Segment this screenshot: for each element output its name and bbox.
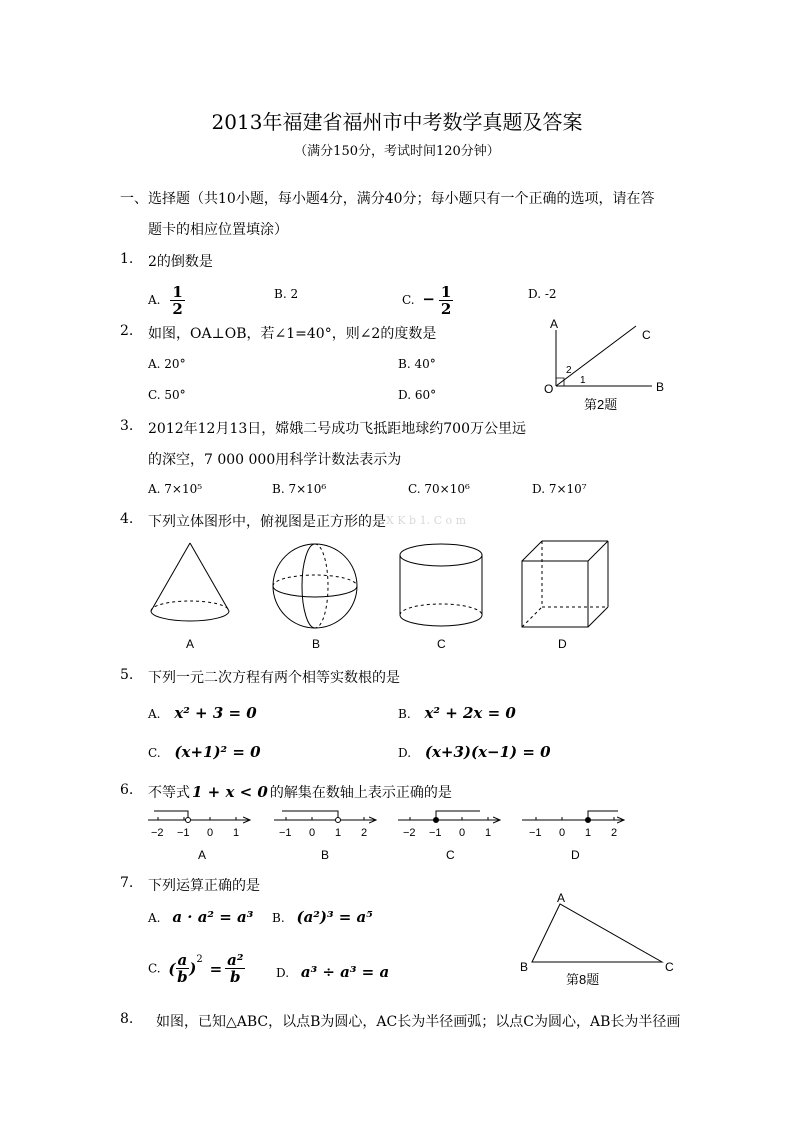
- q1-option-d: D. -2: [528, 287, 557, 301]
- q7-c-equals: =: [209, 959, 223, 978]
- q7-option-b-math: (a²)³ = a⁵: [296, 908, 373, 926]
- q6-number-lines: [140, 806, 660, 866]
- q1-a-denominator: 2: [172, 300, 183, 318]
- q7-c-rhs-numerator: a²: [227, 951, 244, 969]
- q5-option-c-math: (x+1)² = 0: [174, 743, 261, 761]
- point-c-label: C: [642, 328, 651, 342]
- number-line-c: [398, 811, 500, 862]
- q3-option-c: C. 70×10⁶: [408, 482, 470, 496]
- point-a-label: A: [550, 317, 559, 331]
- q1-option-c-fraction: [439, 284, 453, 317]
- line-c-tick-label: −2: [403, 827, 416, 839]
- line-a-label: A: [198, 848, 207, 862]
- q5-option-b-label: B.: [398, 707, 411, 721]
- line-a-tick-label: 1: [233, 827, 240, 839]
- q1-c-numerator: 1: [440, 283, 452, 301]
- q5-option-d-label: D.: [398, 746, 412, 760]
- q5-stem: 下列一元二次方程有两个相等实数根的是: [148, 670, 400, 686]
- q2-option-b: B. 40°: [398, 357, 436, 371]
- q3-number: 3.: [120, 418, 134, 434]
- q3-option-a: A. 7×10⁵: [148, 482, 203, 496]
- q2-option-a: A. 20°: [148, 357, 186, 371]
- point-b-label: B: [656, 380, 665, 394]
- line-b-tick-label: 1: [335, 827, 342, 839]
- line-c-label: C: [446, 848, 455, 862]
- line-c-tick-label: −1: [429, 827, 442, 839]
- q6-number: 6.: [120, 782, 134, 798]
- q6-stem: [148, 782, 452, 802]
- line-b-tick-label: −1: [279, 827, 292, 839]
- q4-figures: [140, 535, 620, 655]
- q3-option-b: B. 7×10⁶: [272, 482, 327, 496]
- q2-option-c: C. 50°: [148, 388, 186, 402]
- q7-option-b-label: B.: [272, 911, 285, 925]
- q7-c-rhs-fraction: [225, 952, 245, 985]
- q6-stem-post: 的解集在数轴上表示正确的是: [269, 785, 452, 801]
- sphere-figure: [273, 544, 357, 628]
- q5-option-c-label: C.: [148, 746, 161, 760]
- q7-option-d-math: a³ ÷ a³ = a: [300, 963, 390, 981]
- q6-stem-pre: 不等式: [148, 785, 190, 801]
- q8-number: 8.: [120, 1011, 134, 1027]
- cone-label: A: [186, 637, 195, 651]
- angle-2-label: 2: [566, 365, 572, 376]
- ray-oc: [556, 326, 636, 386]
- q1-option-a: [148, 284, 185, 317]
- cone-figure: [151, 543, 229, 621]
- number-line-a: [148, 811, 250, 862]
- q5-option-a-math: x² + 3 = 0: [174, 704, 257, 722]
- q2-figure: [540, 312, 680, 422]
- line-a-tick-label: 0: [207, 827, 214, 839]
- q4-watermark: X K b 1. C o m: [386, 514, 467, 527]
- q7-option-a-math: a · a² = a³: [172, 908, 254, 926]
- q7-c-fraction: [176, 952, 190, 985]
- page-title: 2013年福建省福州市中考数学真题及答案: [211, 110, 583, 134]
- section-heading-line2: 题卡的相应位置填涂）: [148, 222, 288, 238]
- q5-number: 5.: [120, 667, 134, 683]
- cube-figure: [522, 541, 608, 627]
- triangle-abc: [532, 904, 662, 962]
- line-d-label: D: [571, 848, 580, 862]
- q7-option-d-label: D.: [276, 966, 290, 980]
- q7-option-a: [148, 908, 253, 926]
- q2-stem: 如图，OA⊥OB，若∠1=40°，则∠2的度数是: [148, 326, 437, 342]
- q2-number: 2.: [120, 323, 134, 339]
- line-b-tick-label: 2: [361, 827, 368, 839]
- q5-option-c: [148, 743, 261, 761]
- q8-figure-caption: 第8题: [566, 972, 600, 987]
- q4-stem: 下列立体图形中，俯视图是正方形的是: [148, 514, 386, 530]
- q7-option-b: [272, 908, 373, 926]
- q1-option-c-sign: −: [422, 290, 435, 308]
- q7-option-a-label: A.: [148, 911, 161, 925]
- q1-stem: 2的倒数是: [148, 254, 213, 270]
- q8-line1: 如图，已知△ABC，以点B为圆心，AC长为半径画弧；以点C为圆心，AB长为半径画: [156, 1014, 681, 1030]
- cylinder-label: C: [437, 637, 446, 651]
- q7-c-rparen: ): [189, 959, 197, 978]
- vertex-c-label: C: [665, 960, 674, 974]
- section-heading-line1: 一、选择题（共10小题，每小题4分，满分40分；每小题只有一个正确的选项，请在答: [120, 191, 655, 207]
- sphere-label: B: [312, 637, 321, 651]
- q4-number: 4.: [120, 511, 134, 527]
- angle-1-label: 1: [580, 375, 586, 386]
- vertex-b-label: B: [520, 960, 529, 974]
- line-d-tick-label: 2: [611, 827, 618, 839]
- line-a-tick-label: −2: [151, 827, 164, 839]
- q7-c-numerator: a: [177, 951, 188, 969]
- page-subtitle: （满分150分，考试时间120分钟）: [294, 144, 500, 159]
- cube-label: D: [558, 637, 567, 651]
- q1-number: 1.: [120, 251, 134, 267]
- line-c-tick-label: 0: [459, 827, 466, 839]
- q5-option-a-label: A.: [148, 707, 161, 721]
- line-b-tick-label: 0: [309, 827, 316, 839]
- q5-option-d: [398, 743, 551, 761]
- q5-option-b-math: x² + 2x = 0: [424, 704, 516, 722]
- q5-option-d-math: (x+3)(x−1) = 0: [424, 743, 551, 761]
- q3-line2: 的深空，7 000 000用科学计数法表示为: [148, 452, 402, 468]
- line-d-tick-label: 1: [585, 827, 592, 839]
- point-o-label: O: [544, 382, 554, 396]
- q1-option-c: [402, 284, 453, 317]
- q2-option-d: D. 60°: [398, 388, 437, 402]
- q8-figure: [514, 890, 684, 995]
- line-d-tick-label: 0: [559, 827, 566, 839]
- q7-option-c: [148, 952, 245, 985]
- q6-stem-math: 1 + x < 0: [192, 783, 268, 801]
- line-a-tick-label: −1: [177, 827, 190, 839]
- line-d-tick-label: −1: [529, 827, 542, 839]
- q1-option-b: B. 2: [274, 287, 299, 301]
- number-line-b: [274, 811, 376, 862]
- q7-c-lparen: (: [168, 959, 176, 978]
- q7-c-denominator: b: [177, 968, 188, 986]
- q7-option-d: [276, 963, 389, 981]
- q1-c-denominator: 2: [440, 300, 452, 318]
- q7-stem: 下列运算正确的是: [148, 878, 260, 894]
- q2-figure-caption: 第2题: [584, 397, 618, 412]
- vertex-a-label: A: [557, 891, 566, 905]
- q1-option-c-label: C.: [402, 293, 415, 307]
- q7-option-c-label: C.: [148, 961, 161, 976]
- q5-option-b: [398, 704, 516, 722]
- line-c-tick-label: 1: [485, 827, 492, 839]
- q1-a-numerator: 1: [172, 283, 183, 301]
- q5-option-a: [148, 704, 257, 722]
- number-line-d: [522, 811, 624, 862]
- q7-c-exponent: 2: [196, 954, 203, 965]
- q7-c-rhs-denominator: b: [230, 968, 241, 986]
- q7-number: 7.: [120, 875, 134, 891]
- line-b-label: B: [321, 848, 330, 862]
- cylinder-figure: [400, 544, 482, 626]
- q1-option-a-fraction: [170, 284, 184, 317]
- q1-option-a-label: A.: [148, 293, 161, 307]
- q3-option-d: D. 7×10⁷: [532, 482, 587, 496]
- q3-line1: 2012年12月13日，嫦娥二号成功飞抵距地球约700万公里远: [148, 421, 526, 437]
